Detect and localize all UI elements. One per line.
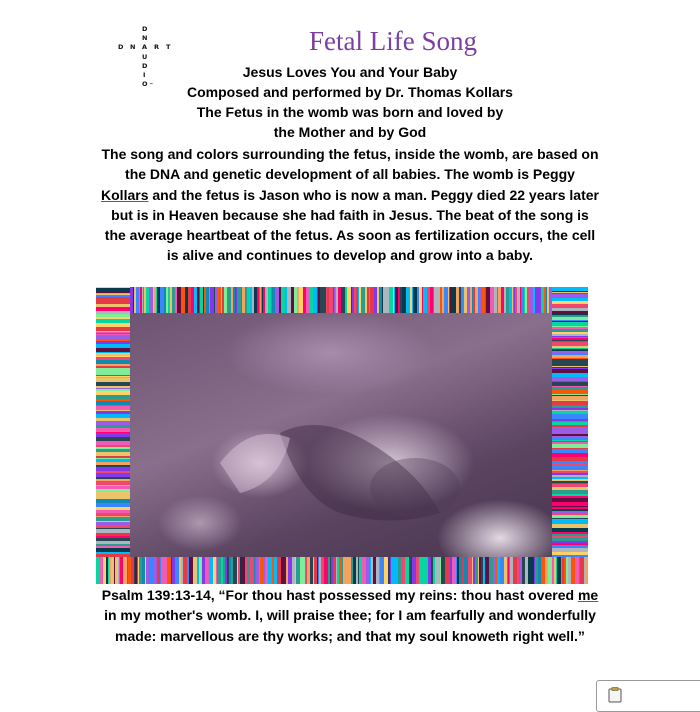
logo-letter: D (118, 43, 124, 51)
logo-letter: R (154, 43, 160, 51)
ultrasound-frame (96, 287, 588, 584)
description-text-2: and the fetus is Jason who is now a man. Peggy died 22 years later but is in Heaven because she had faith in Jesus. The beat of the song is the average heartbeat of the fetus. As soon as fertilization occurs, the cell is alive and continues to develop and grow into a baby. (104, 186, 599, 264)
intro-line-1: The Fetus in the womb was born and loved by (196, 104, 504, 120)
color-stripes-left (96, 287, 130, 584)
fetus-silhouette (130, 313, 552, 557)
color-stripes-bottom (96, 557, 588, 584)
logo-letter: T (166, 43, 171, 51)
logo-letter: D (142, 25, 148, 33)
logo-letter: ™ (149, 82, 153, 87)
paste-options-button[interactable] (596, 680, 700, 712)
logo-letter: N (130, 43, 136, 51)
description-paragraph (100, 144, 600, 266)
clipboard-icon (607, 687, 623, 703)
credit-line: Composed and performed by Dr. Thomas Kollars (187, 84, 513, 100)
psalm-text-1: Psalm 139:13-14, “For thou hast possessed my reins: thou hast overed (101, 587, 578, 603)
color-stripes-right (552, 287, 588, 584)
logo-letter: N (142, 34, 148, 42)
psalm-underlined-word: me (577, 587, 599, 603)
psalm-quote (100, 585, 600, 646)
logo-letter: A (142, 43, 148, 51)
logo-letter: D (142, 62, 148, 70)
page-title-row (0, 26, 700, 57)
subtitle: Jesus Loves You and Your Baby (242, 64, 458, 80)
color-stripes-top (96, 287, 588, 313)
logo-letter: O (142, 80, 148, 88)
ultrasound-image (130, 313, 552, 557)
description-text-1: The song and colors surrounding the fetus, inside the womb, are based on the DNA and genetic development of all babies. The womb is Peggy (101, 146, 599, 183)
intro-line-2: the Mother and by God (273, 124, 427, 140)
psalm-text-2: in my mother's womb. I, will praise thee; for I am fearfully and wonderfully made: marvellous are thy works; and that my soul knoweth right well.” (104, 607, 596, 644)
logo-letter: I (143, 71, 146, 79)
page-title: Fetal Life Song (309, 26, 477, 56)
logo-letter: U (142, 53, 148, 61)
description-underlined-name: Kollars (101, 186, 149, 203)
